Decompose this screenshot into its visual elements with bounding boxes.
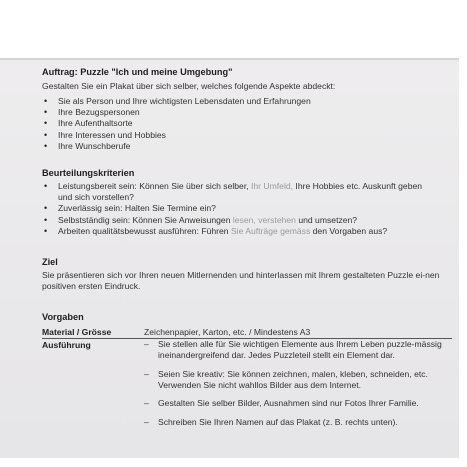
list-item: • Sie als Person und Ihre wichtigsten Lebensdaten und Erfahrungen <box>42 96 447 107</box>
list-item: – Gestalten Sie selber Bilder, Ausnahmen sind nur Fotos Ihrer Familie. <box>144 398 419 409</box>
kriterien-list <box>42 181 447 238</box>
ziel-heading: Ziel <box>42 256 58 267</box>
material-value: Zeichenpapier, Karton, etc. / Mindestens A3 <box>144 326 311 337</box>
document-content <box>42 66 447 435</box>
list-item: • Arbeiten qualitätsbewusst ausführen: Führen Sie Aufträge gemäss den Vorgaben aus? <box>42 226 447 237</box>
vorgaben-table <box>42 326 452 435</box>
ausfuehrung-row <box>42 339 452 435</box>
list-item: – Seien Sie kreativ: Sie können zeichnen, malen, kleben, schneiden, etc. Verwenden Sie nicht wahllos Bilder aus dem Internet. <box>144 368 428 391</box>
list-item: – Schreiben Sie Ihren Namen auf das Plakat (z. B. rechts unten). <box>144 416 398 427</box>
list-item: • Ihre Interessen und Hobbies <box>42 130 447 141</box>
page-edge <box>0 58 459 60</box>
list-item: • Ihre Wunschberufe <box>42 141 447 152</box>
vorgaben-heading: Vorgaben <box>42 311 84 322</box>
list-item: • Zuverlässig sein: Halten Sie Termine ein? <box>42 203 447 214</box>
auftrag-intro: Gestalten Sie ein Plakat über sich selber, welches folgende Aspekte abdeckt: <box>42 81 336 91</box>
auftrag-list <box>42 96 447 153</box>
ausfuehrung-list <box>144 339 452 435</box>
list-item: • Leistungsbereit sein: Können Sie über sich selber, Ihr Umfeld, Ihre Hobbies etc. Auskunft geben und sich vorstellen? <box>42 181 447 204</box>
material-label: Material / Grösse <box>42 326 112 337</box>
ausfuehrung-label: Ausführung <box>42 339 91 350</box>
list-item: • Selbstständig sein: Können Sie Anweisungen lesen, verstehen und umsetzen? <box>42 215 447 226</box>
document-page <box>0 58 459 458</box>
kriterien-heading: Beurteilungskriterien <box>42 167 135 178</box>
material-row <box>42 326 452 339</box>
auftrag-heading: Auftrag: Puzzle "Ich und meine Umgebung" <box>42 67 233 77</box>
ziel-text: Sie präsentieren sich vor Ihren neuen Mitlernenden und hinterlassen mit Ihrem gestalteten Puzzle ei-nen positiven ersten Eindruck. <box>42 269 440 292</box>
list-item: – Sie stellen alle für Sie wichtigen Elemente aus Ihrem Leben puzzle-mässig ineinandergreifend dar. Jedes Puzzleteil stellt ein Element dar. <box>144 338 442 361</box>
list-item: • Ihre Bezugspersonen <box>42 107 447 118</box>
list-item: • Ihre Aufenthaltsorte <box>42 118 447 129</box>
